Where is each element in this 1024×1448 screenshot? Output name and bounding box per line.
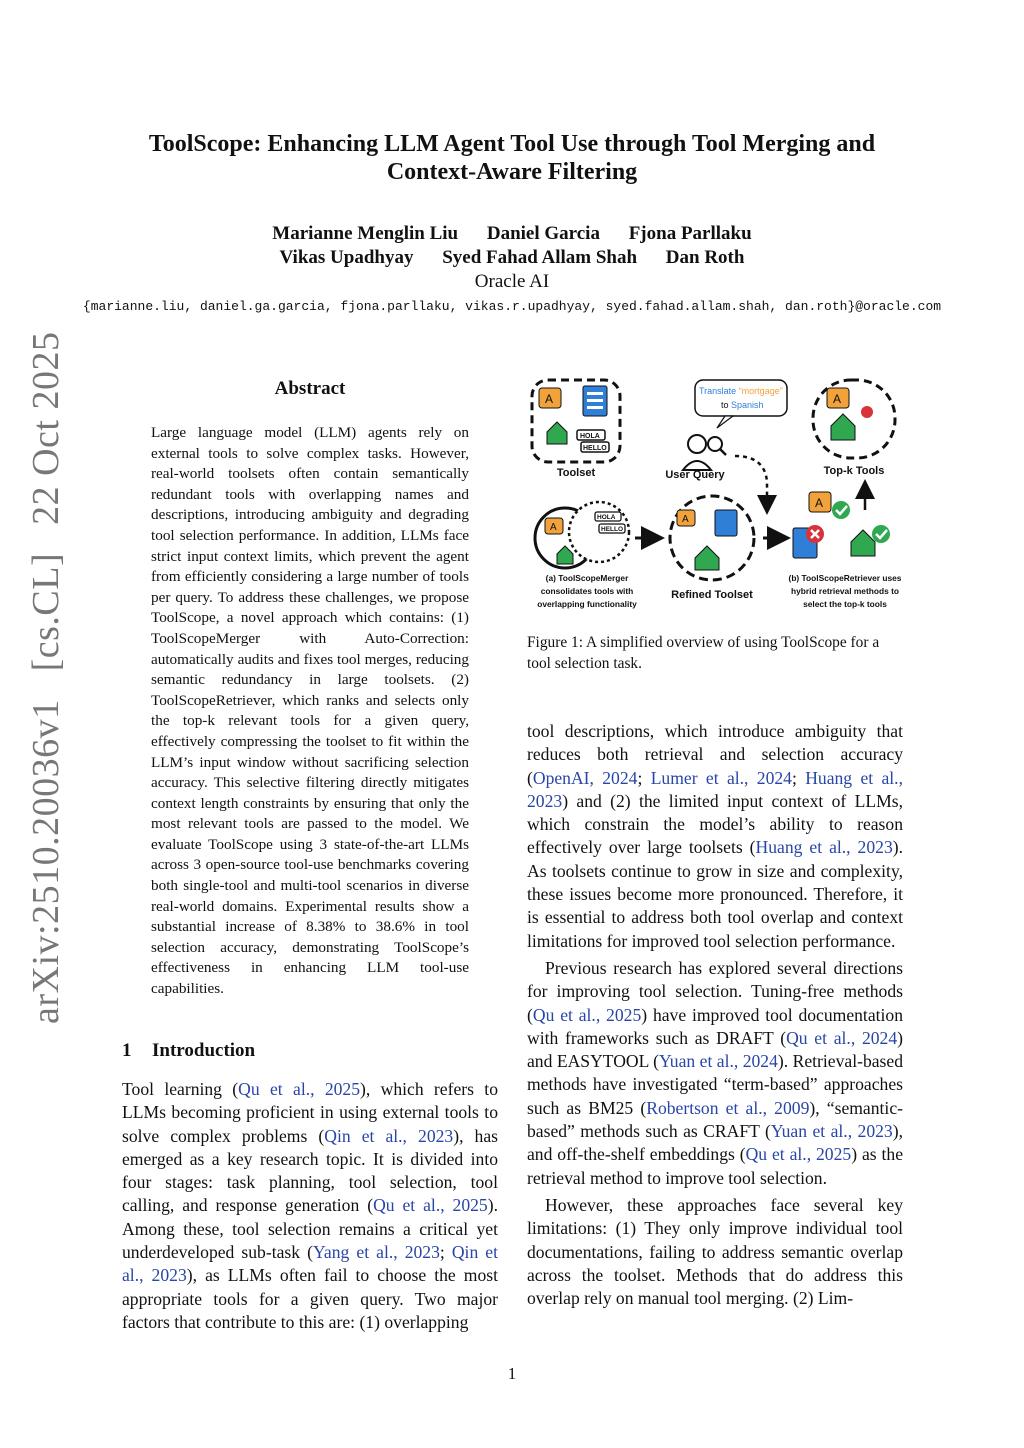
arxiv-date: 22 Oct 2025 [25,331,67,525]
citation-link[interactable]: Qu et al., 2025 [373,1195,488,1216]
arxiv-category: [cs.CL] [25,552,67,672]
section-title: Introduction [152,1040,256,1061]
citation-link[interactable]: Qin et al., 2023 [324,1125,454,1146]
author: Fjona Parllaku [628,223,752,244]
toolset-label: Toolset [556,467,596,479]
user-query-label: User Query [665,469,725,481]
refined-toolset [670,496,754,580]
query-arrow [735,456,767,510]
paper-title-line-2: Context-Aware Filtering [386,159,638,185]
citation-link[interactable]: Lumer et al., 2024 [650,767,792,788]
toolset-box [532,380,620,462]
svg-text:A: A [545,392,554,406]
svg-text:A: A [550,522,557,533]
check-icon [832,501,850,519]
svg-text:to Spanish: to Spanish [721,400,764,410]
figure-1 [527,372,903,618]
paper-title [90,130,934,186]
citation-link[interactable]: Huang et al., 2023 [527,767,903,811]
author: Syed Fahad Allam Shah [442,247,638,268]
intro-paragraph: Tool learning (Qu et al., 2025), which refers to LLMs becoming proficient in using external tools to solve complex problems (Qin et al., 2023), has emerged as a key research topic. It is divided into four stages: task planning, tool selection, tool calling, and response generation (Qu et al., 2025). Among these, tool selection remains a critical yet underdeveloped sub-task (Yang et al., 2023; Qin et al., 2023), as LLMs often fail to choose the most appropriate tools for a given query. Two major factors that contribute to this are: (1) overlapping [122,1079,498,1332]
check-icon [872,525,890,543]
section-heading [122,1040,498,1062]
svg-text:HOLA: HOLA [580,433,600,440]
author-row-1 [120,222,904,246]
citation-link[interactable]: Yuan et al., 2023 [770,1121,893,1142]
topk-label: Top-k Tools [823,465,885,477]
citation-link[interactable]: Qu et al., 2025 [745,1144,852,1165]
author: Dan Roth [665,247,745,268]
merger-caption-line: overlapping functionality [537,599,637,609]
magnifier-icon [708,437,722,451]
citation-link[interactable]: Huang et al., 2023 [755,837,893,858]
author: Daniel Garcia [486,223,600,244]
retriever-caption-line: hybrid retrieval methods to [791,586,899,596]
author-emails: {marianne.liu, daniel.ga.garcia, fjona.parllaku, vikas.r.upadhyay, syed.fahad.allam.shah, dan.roth}@oracle.com [82,299,942,314]
arxiv-id: arXiv:2510.20036v1 [25,699,67,1024]
refined-label: Refined Toolset [671,589,753,601]
author: Marianne Menglin Liu [272,223,459,244]
paper-title-line-1: ToolScope: Enhancing LLM Agent Tool Use through Tool Merging and [148,131,876,157]
citation-link[interactable]: Qu et al., 2025 [238,1079,361,1099]
citation-link[interactable]: Qu et al., 2025 [532,1004,642,1025]
svg-text:HOLA: HOLA [597,514,616,521]
retriever-selection [793,492,890,558]
figure-caption: Figure 1: A simplified overview of using ToolScope for a tool selection task. [527,634,880,672]
citation-link[interactable]: OpenAI, 2024 [532,767,638,788]
topk-tools-box [813,380,895,458]
page-number: 1 [507,1364,517,1383]
affiliation: Oracle AI [474,271,550,292]
svg-text:HELLO: HELLO [601,526,624,533]
intro-paragraph: tool descriptions, which introduce ambiguity that reduces both retrieval and selection accuracy (OpenAI, 2024; Lumer et al., 2024; Huang et al., 2023) and (2) the limited input context of LLMs, which constrain the model’s ability to reason effectively over large toolsets (Huang et al., 2023). As toolsets continue to grow in size and complexity, these issues become more pronounced. Therefore, it is essential to address both tool overlap and context limitations for improved tool selection performance. [527,721,904,951]
citation-link[interactable]: Yuan et al., 2024 [659,1051,778,1072]
section-number: 1 [122,1040,132,1061]
intro-paragraph: However, these approaches face several key limitations: (1) They only improve individual tool documentations, failing to address semantic overlap across the toolset. Methods that do address this overlap rely on manual tool merging. (2) Lim- [527,1194,903,1309]
figure-1-diagram [527,372,903,618]
intro-left-column [122,1078,498,1334]
citation-link[interactable]: Yang et al., 2023 [312,1242,440,1263]
author-row-2 [120,246,904,270]
abstract-heading: Abstract [274,378,346,399]
svg-text:A: A [815,496,824,510]
citation-link[interactable]: Qin et al., 2023 [122,1242,498,1286]
svg-text:A: A [833,392,842,406]
arxiv-stamp [24,314,68,1024]
retriever-caption-line: select the top-k tools [803,599,887,609]
intro-right-column [527,720,903,1310]
merger-caption-line: (a) ToolScopeMerger [545,573,629,583]
user-icon [688,435,706,453]
svg-text:HELLO: HELLO [583,445,607,452]
merger-circles [535,502,629,568]
svg-text:A: A [682,514,689,525]
intro-paragraph: Previous research has explored several directions for improving tool selection. Tuning-free methods (Qu et al., 2025) have improved tool documentation with frameworks such as DRAFT (Qu et al., 2024) and EASYTOOL (Yuan et al., 2024). Retrieval-based methods have investigated “term-based” approaches such as BM25 (Robertson et al., 2009), “semantic-based” methods such as CRAFT (Yuan et al., 2023), and off-the-shelf embeddings (Qu et al., 2025) as the retrieval method to improve tool selection. [527,957,904,1188]
retriever-caption-line: (b) ToolScopeRetriever uses [788,573,902,583]
merger-caption-line: consolidates tools with [540,586,634,596]
svg-text:Translate “mortgage”: Translate “mortgage” [699,386,783,396]
abstract-text: Large language model (LLM) agents rely on external tools to solve complex tasks. However, real-world toolsets often contain semantically redundant tools with overlapping names and descriptions, introducing ambiguity and degrading tool selection performance. In addition, LLMs face strict input context limits, which prevent the agent from efficiently considering a large number of tools per query. To address these challenges, we propose ToolScope, a novel approach which contains: (1) ToolScopeMerger with Auto-Correction: automatically audits and fixes tool merges, reducing semantic redundancy in large toolsets. (2) ToolScopeRetriever, which ranks and selects only the top-k relevant tools for a given query, effectively compressing the toolset to fit within the LLM’s input window without sacrificing selection accuracy. This selective filtering directly mitigates context length constraints by ensuring that only the most relevant tools are passed to the model. We evaluate ToolScope using 3 state-of-the-art LLMs across 3 open-source tool-use benchmarks covering both single-tool and multi-tool scenarios in diverse real-world domains. Experimental results show a substantial increase of 8.38% to 38.6% in tool selection accuracy, demonstrating ToolScope’s effectiveness in enhancing LLM tool-use capabilities. [151,424,469,998]
citation-link[interactable]: Qu et al., 2024 [786,1027,898,1048]
citation-link[interactable]: Robertson et al., 2009 [646,1097,810,1118]
author: Vikas Upadhyay [279,247,414,268]
author-list [120,222,904,270]
